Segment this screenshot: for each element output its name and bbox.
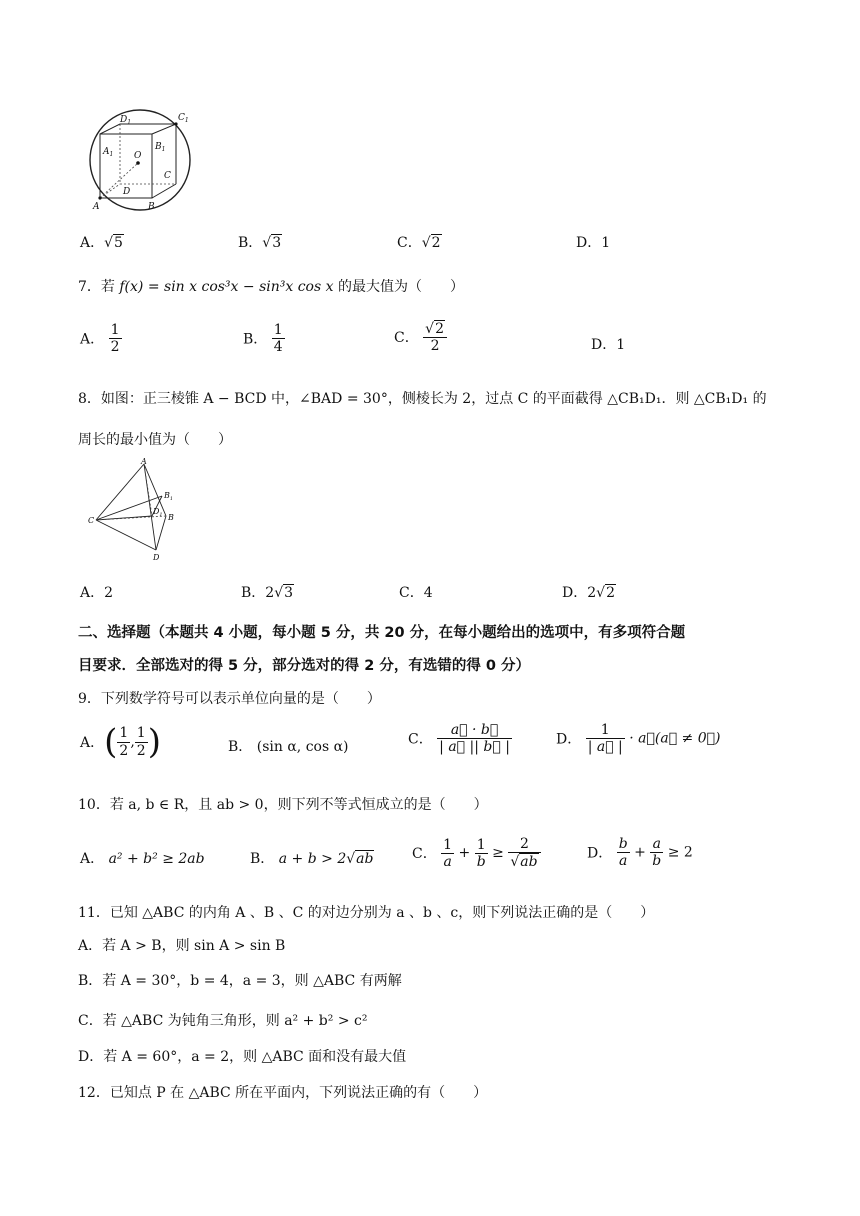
radicand: 3	[272, 235, 282, 251]
q10-b-expression: a + b > 2	[278, 851, 347, 867]
q9-option-c: C． $\frac{a⃗ \cdot b⃗}{| a⃗ || b⃗ |}$	[408, 722, 510, 756]
option-label: B．	[228, 739, 253, 755]
option-label: A．	[80, 235, 105, 251]
fraction-one-half: $\frac{1}{2}$	[110, 322, 120, 356]
option-label: B．	[243, 331, 268, 348]
option-label: B．	[250, 851, 275, 867]
q10-stem: 10．若 a, b ∈ R，且 ab > 0，则下列不等式恒成立的是（ ）	[78, 797, 488, 813]
q8-stem-line1: 8．如图：正三棱锥 A − BCD 中，∠BAD = 30°，侧棱长为 2，过点 C 的平面截得 △CB₁D₁．则 △CB₁D₁ 的	[78, 391, 767, 407]
radicand: 2	[431, 235, 441, 251]
sqrt-symbol: √	[104, 235, 114, 251]
option-label: D．	[556, 731, 582, 748]
label-B: B	[148, 202, 155, 212]
option-label: A．	[80, 331, 105, 348]
label-D1: $D_1$	[153, 507, 163, 518]
option-label: C．	[412, 846, 437, 863]
q8-option-a: A．2	[80, 585, 114, 601]
q7-option-d: D．1	[591, 337, 626, 353]
option-label: A．	[80, 851, 105, 867]
label-B1: $B_1$	[155, 142, 166, 153]
sqrt-symbol: √	[262, 235, 272, 251]
q6-option-b	[238, 232, 282, 252]
q10-option-d: D． $\frac{b}{a}$ + $\frac{a}{b}$ ≥ 2	[587, 836, 693, 870]
q9-option-a: A．( $\frac{1}{2}$ , $\frac{1}{2}$ )	[80, 722, 161, 762]
q11-stem: 11．已知 △ABC 的内角 A 、B 、C 的对边分别为 a 、b 、c，则下列说法正确的是（ ）	[78, 905, 655, 921]
q8-option-d: D．2√2	[562, 585, 615, 601]
q9-option-b	[228, 736, 349, 756]
option-label: B．	[241, 585, 266, 601]
label-A1: $A_1$	[103, 147, 114, 158]
q7-option-b	[243, 322, 285, 355]
q10-a-expression: a² + b² ≥ 2ab	[108, 851, 205, 867]
q11-option-d: D．若 A = 60°，a = 2，则 △ABC 面和没有最大值	[78, 1049, 407, 1065]
q6-option-d: D．1	[576, 235, 611, 251]
q9-option-d: D． $\frac{1}{| a⃗ |}$ · a⃗(a⃗ ≠ 0⃗)	[556, 722, 721, 756]
q11-option-c: C．若 △ABC 为钝角三角形，则 a² + b² > c²	[78, 1013, 368, 1029]
q8-option-c: C．4	[399, 585, 433, 601]
label-O: O	[134, 151, 142, 161]
label-B: B	[168, 513, 174, 522]
q12-stem: 12．已知点 P 在 △ABC 所在平面内，下列说法正确的有（ ）	[78, 1085, 488, 1101]
q7-prefix: 7．若	[78, 279, 115, 295]
q10-option-a	[80, 848, 205, 868]
label-C1: $C_1$	[178, 113, 189, 124]
q8-option-b: B．2√3	[241, 585, 294, 601]
option-label: A．	[80, 735, 105, 751]
q9-b-expression: (sin α, cos α)	[256, 739, 349, 755]
label-D1: $D_1$	[120, 115, 132, 126]
q11-option-a: A．若 A > B，则 sin A > sin B	[78, 938, 286, 954]
q11-option-b: B．若 A = 30°，b = 4，a = 3，则 △ABC 有两解	[78, 973, 402, 989]
pyramid-figure	[86, 458, 186, 566]
label-D: D	[123, 187, 131, 197]
q8-stem-line2: 周长的最小值为（ ）	[78, 432, 232, 448]
fraction-one-quarter: $\frac{1}{4}$	[273, 322, 283, 356]
option-label: D．	[562, 585, 588, 601]
q7-expression: f(x) = sin x cos³x − sin³x cos x	[119, 279, 334, 295]
q7-option-a	[80, 322, 122, 355]
label-C: C	[164, 171, 171, 181]
q10-option-c: C． $\frac{1}{a}$ + $\frac{1}{b}$ ≥ $\frac{2}{√ab}$	[412, 836, 541, 870]
option-label: C．	[394, 330, 419, 347]
section-2-heading-line1: 二、选择题（本题共 4 小题，每小题 5 分，共 20 分，在每小题给出的选项中，有多项符合题	[78, 625, 686, 641]
fraction-sqrt2-over-2: $\frac{√2}{2}$	[423, 320, 447, 354]
q9-stem: 9．下列数学符号可以表示单位向量的是（ ）	[78, 691, 381, 707]
option-label: B．	[238, 235, 263, 251]
option-label: D．	[587, 845, 613, 862]
radicand: 5	[114, 235, 123, 251]
option-label: C．	[397, 235, 422, 251]
option-label: C．	[408, 731, 433, 748]
q7-suffix: 的最大值为（ ）	[337, 279, 464, 295]
label-A: A	[141, 458, 147, 466]
q6-option-a	[80, 232, 124, 252]
cube-sphere-figure	[86, 108, 196, 212]
label-D: D	[153, 553, 160, 562]
section-2-heading-line2: 目要求．全部选对的得 5 分，部分选对的得 2 分，有选错的得 0 分）	[78, 658, 531, 674]
q10-option-b: B． a + b > 2√ab	[250, 851, 374, 867]
q7-stem	[78, 276, 464, 296]
q7-option-c	[394, 320, 447, 354]
sqrt-symbol: √	[421, 235, 431, 251]
q6-option-c	[397, 232, 442, 252]
label-C: C	[88, 516, 95, 525]
label-A: A	[93, 202, 100, 212]
label-B1: $B_1$	[164, 491, 174, 502]
